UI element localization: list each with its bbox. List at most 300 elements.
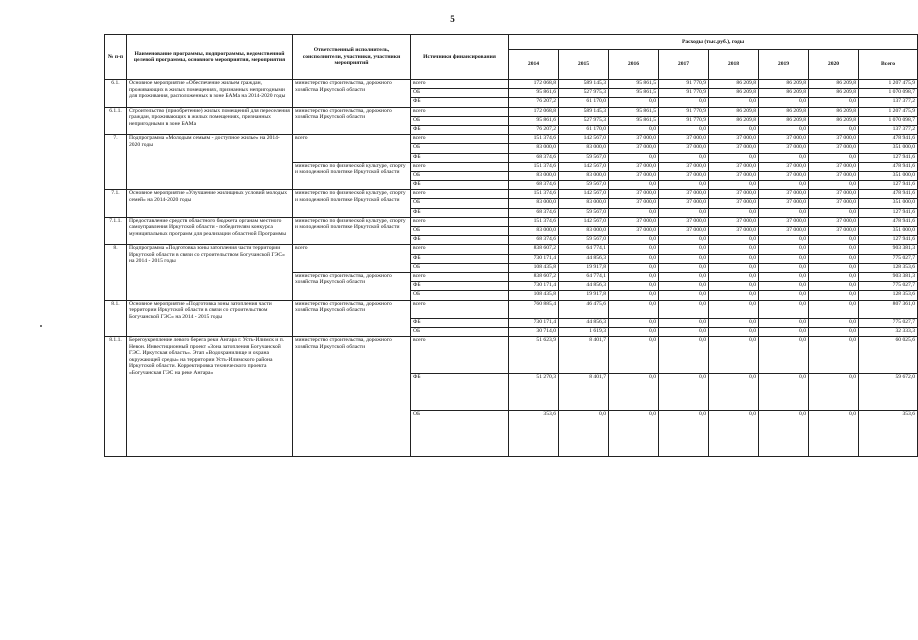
row-year-value: 95 861,5: [609, 107, 659, 116]
row-year-value: 589 145,3: [559, 80, 609, 89]
row-year-value: 0,0: [809, 181, 859, 190]
page-number: 5: [450, 14, 455, 24]
row-funding-source: ФБ: [411, 153, 509, 162]
row-executor: министерство строительства, дорожного хозяйства Иркутской области: [293, 107, 411, 135]
row-year-value: 59 567,0: [559, 236, 609, 245]
row-total-value: 1 070 098,7: [859, 116, 918, 125]
header-number: № п-п: [105, 35, 127, 80]
row-year-value: 0,0: [709, 236, 759, 245]
row-year-value: 0,0: [659, 245, 709, 254]
row-year-value: 0,0: [759, 300, 809, 318]
row-year-value: 95 861,5: [609, 80, 659, 89]
row-year-value: 0,0: [659, 208, 709, 217]
row-year-value: 59 567,0: [559, 181, 609, 190]
row-year-value: 68 374,6: [509, 153, 559, 162]
row-year-value: 46 475,6: [559, 300, 609, 318]
row-year-value: 83 000,0: [559, 144, 609, 153]
table-row: [105, 135, 918, 144]
row-year-value: 83 000,0: [559, 171, 609, 180]
row-year-value: 86 209,8: [759, 89, 809, 98]
row-year-value: 0,0: [809, 208, 859, 217]
row-funding-source: ОБ: [411, 410, 509, 456]
row-year-value: 0,0: [659, 337, 709, 374]
row-year-value: 0,0: [609, 236, 659, 245]
row-year-value: 142 567,0: [559, 162, 609, 171]
row-year-value: 86 209,8: [709, 89, 759, 98]
row-year-value: 0,0: [759, 263, 809, 272]
stray-dot: [40, 325, 42, 327]
row-year-value: 86 209,8: [809, 89, 859, 98]
row-program-name: Основное мероприятие «Улучшение жилищных условий молодых семей» на 2014-2020 годы: [127, 190, 293, 218]
row-code: 6.1.: [105, 80, 127, 108]
row-year-value: 0,0: [609, 245, 659, 254]
row-year-value: 0,0: [709, 263, 759, 272]
row-year-value: 527 975,3: [559, 116, 609, 125]
row-total-value: 59 672,0: [859, 374, 918, 411]
row-year-value: 37 000,0: [709, 162, 759, 171]
row-executor: министерство по физической культуре, спорту и молодежной политике Иркутской области: [293, 162, 411, 190]
row-year-value: 0,0: [659, 125, 709, 134]
row-year-value: 91 770,9: [659, 116, 709, 125]
row-year-value: 1 619,3: [559, 328, 609, 337]
row-year-value: 0,0: [609, 374, 659, 411]
row-year-value: 37 000,0: [709, 135, 759, 144]
row-year-value: 0,0: [659, 318, 709, 327]
row-year-value: 0,0: [609, 318, 659, 327]
row-year-value: 0,0: [759, 318, 809, 327]
row-total-value: 128 353,6: [859, 291, 918, 300]
row-total-value: 127 941,6: [859, 181, 918, 190]
row-funding-source: ФБ: [411, 181, 509, 190]
header-year: 2017: [659, 50, 709, 80]
row-year-value: 0,0: [759, 125, 809, 134]
row-year-value: 37 000,0: [759, 144, 809, 153]
row-year-value: 30 714,0: [509, 328, 559, 337]
row-program-name: Подпрограмма «Молодым семьям - доступное жилье» на 2014-2020 годы: [127, 135, 293, 190]
row-funding-source: всего: [411, 337, 509, 374]
row-funding-source: ОБ: [411, 171, 509, 180]
row-year-value: 37 000,0: [809, 171, 859, 180]
row-year-value: 37 000,0: [809, 199, 859, 208]
row-funding-source: всего: [411, 245, 509, 254]
row-program-name: Подпрограмма «Подготовка зоны затопления части территории Иркутской области в связи со строительством Богучанской ГЭС» на 2014 - 2015 годы: [127, 245, 293, 300]
row-year-value: 86 209,8: [759, 80, 809, 89]
row-year-value: 37 000,0: [759, 171, 809, 180]
row-year-value: 86 209,8: [809, 107, 859, 116]
row-year-value: 151 374,6: [509, 162, 559, 171]
row-funding-source: ОБ: [411, 144, 509, 153]
row-year-value: 0,0: [759, 282, 809, 291]
row-year-value: 68 374,6: [509, 181, 559, 190]
table-row: [105, 80, 918, 89]
row-year-value: 108 435,8: [509, 291, 559, 300]
row-year-value: 37 000,0: [759, 227, 809, 236]
row-year-value: 37 000,0: [609, 190, 659, 199]
row-year-value: 172 068,8: [509, 80, 559, 89]
row-total-value: 1 070 098,7: [859, 89, 918, 98]
row-year-value: 37 000,0: [609, 227, 659, 236]
row-total-value: 478 941,6: [859, 190, 918, 199]
header-year: 2014: [509, 50, 559, 80]
row-year-value: 760 885,4: [509, 300, 559, 318]
row-year-value: 19 917,8: [559, 263, 609, 272]
row-year-value: 0,0: [659, 98, 709, 107]
row-funding-source: ФБ: [411, 98, 509, 107]
row-year-value: 0,0: [809, 245, 859, 254]
row-year-value: 142 567,0: [559, 190, 609, 199]
row-year-value: 86 209,8: [809, 116, 859, 125]
row-total-value: 137 377,2: [859, 125, 918, 134]
row-year-value: 0,0: [809, 282, 859, 291]
row-year-value: 95 861,5: [609, 116, 659, 125]
table-row: [105, 217, 918, 226]
row-year-value: 83 000,0: [509, 171, 559, 180]
row-total-value: 351 000,0: [859, 199, 918, 208]
row-year-value: 730 171,4: [509, 282, 559, 291]
row-year-value: 151 374,6: [509, 135, 559, 144]
row-year-value: 0,0: [709, 125, 759, 134]
row-year-value: 86 209,8: [759, 116, 809, 125]
row-year-value: 95 861,6: [509, 89, 559, 98]
row-year-value: 0,0: [609, 337, 659, 374]
row-total-value: 807 361,0: [859, 300, 918, 318]
row-total-value: 775 027,7: [859, 282, 918, 291]
row-year-value: 0,0: [809, 291, 859, 300]
header-executor: Ответственный исполнитель, соисполнители, участники, участники мероприятий: [293, 35, 411, 80]
row-year-value: 83 000,0: [509, 227, 559, 236]
row-year-value: 86 209,8: [709, 80, 759, 89]
table-row: [105, 107, 918, 116]
row-year-value: 0,0: [809, 374, 859, 411]
row-year-value: 64 774,1: [559, 245, 609, 254]
row-funding-source: всего: [411, 107, 509, 116]
row-year-value: 86 209,8: [759, 107, 809, 116]
row-year-value: 83 000,0: [559, 227, 609, 236]
row-year-value: 37 000,0: [709, 171, 759, 180]
row-year-value: 37 000,0: [709, 199, 759, 208]
row-year-value: 37 000,0: [709, 217, 759, 226]
row-executor: министерство строительства, дорожного хозяйства Иркутской области: [293, 272, 411, 300]
row-funding-source: ОБ: [411, 291, 509, 300]
row-total-value: 128 353,6: [859, 263, 918, 272]
row-funding-source: всего: [411, 217, 509, 226]
row-year-value: 95 861,6: [509, 116, 559, 125]
row-year-value: 0,0: [659, 263, 709, 272]
row-year-value: 0,0: [609, 410, 659, 456]
row-total-value: 1 207 475,9: [859, 107, 918, 116]
row-year-value: 91 770,9: [659, 80, 709, 89]
row-funding-source: ОБ: [411, 263, 509, 272]
row-year-value: 0,0: [659, 300, 709, 318]
row-executor: министерство строительства, дорожного хозяйства Иркутской области: [293, 300, 411, 337]
row-year-value: 51 270,3: [509, 374, 559, 411]
row-year-value: 0,0: [709, 153, 759, 162]
row-year-value: 0,0: [609, 181, 659, 190]
row-funding-source: ОБ: [411, 116, 509, 125]
row-funding-source: ФБ: [411, 236, 509, 245]
row-year-value: 37 000,0: [809, 190, 859, 199]
header-year: 2016: [609, 50, 659, 80]
row-year-value: 37 000,0: [809, 217, 859, 226]
row-year-value: 0,0: [709, 337, 759, 374]
row-year-value: 0,0: [809, 300, 859, 318]
row-total-value: 127 941,6: [859, 153, 918, 162]
row-year-value: 37 000,0: [659, 199, 709, 208]
row-funding-source: всего: [411, 300, 509, 318]
row-funding-source: ФБ: [411, 125, 509, 134]
row-year-value: 0,0: [609, 263, 659, 272]
row-year-value: 0,0: [759, 374, 809, 411]
row-year-value: 0,0: [659, 328, 709, 337]
row-year-value: 19 917,8: [559, 291, 609, 300]
row-code: 8.1.: [105, 300, 127, 337]
row-year-value: 76 207,2: [509, 98, 559, 107]
row-year-value: 37 000,0: [809, 162, 859, 171]
row-year-value: 0,0: [659, 181, 709, 190]
row-year-value: 0,0: [809, 337, 859, 374]
header-year: 2018: [709, 50, 759, 80]
row-year-value: 0,0: [709, 181, 759, 190]
row-program-name: Берегоукрепление левого берега реки Ангара г. Усть-Илимск и п. Невон. Инвестиционный проект «Зона затопления Богучанской ГЭС. Иркутская область». Этап «Водохранилище и охрана окружающей среды» на территории Усть-Илимского района Иркутской области. Корректировка технического проекта «Богучанская ГЭС на реке Ангара»: [127, 337, 293, 457]
table-row: [105, 300, 918, 318]
row-total-value: 775 027,7: [859, 254, 918, 263]
row-total-value: 775 027,7: [859, 318, 918, 327]
budget-table: [104, 34, 918, 457]
row-year-value: 51 623,9: [509, 337, 559, 374]
row-total-value: 351 000,0: [859, 171, 918, 180]
row-funding-source: ФБ: [411, 318, 509, 327]
row-year-value: 37 000,0: [659, 227, 709, 236]
row-year-value: 83 000,0: [509, 199, 559, 208]
header-expenses: Расходы (тыс.руб.), годы: [509, 35, 918, 50]
row-total-value: 903 381,3: [859, 245, 918, 254]
row-total-value: 137 377,2: [859, 98, 918, 107]
row-year-value: 0,0: [709, 208, 759, 217]
row-year-value: 59 567,0: [559, 208, 609, 217]
row-executor: всего: [293, 245, 411, 273]
row-year-value: 37 000,0: [659, 135, 709, 144]
row-year-value: 86 209,8: [809, 80, 859, 89]
row-funding-source: ФБ: [411, 374, 509, 411]
row-executor: министерство строительства, дорожного хозяйства Иркутской области: [293, 80, 411, 108]
row-year-value: 0,0: [659, 153, 709, 162]
row-year-value: 37 000,0: [609, 171, 659, 180]
row-year-value: 838 607,2: [509, 245, 559, 254]
table-body: [105, 80, 918, 457]
row-total-value: 127 941,6: [859, 208, 918, 217]
row-year-value: 68 374,6: [509, 208, 559, 217]
row-year-value: 37 000,0: [609, 144, 659, 153]
row-total-value: 478 941,6: [859, 162, 918, 171]
row-year-value: 172 068,8: [509, 107, 559, 116]
row-total-value: 478 941,6: [859, 217, 918, 226]
row-year-value: 37 000,0: [709, 190, 759, 199]
row-year-value: 37 000,0: [609, 217, 659, 226]
row-year-value: 0,0: [709, 291, 759, 300]
row-year-value: 0,0: [759, 272, 809, 281]
row-total-value: 903 381,3: [859, 272, 918, 281]
row-funding-source: ОБ: [411, 89, 509, 98]
row-year-value: 0,0: [809, 410, 859, 456]
row-year-value: 0,0: [759, 153, 809, 162]
row-year-value: 44 856,3: [559, 254, 609, 263]
row-year-value: 0,0: [759, 181, 809, 190]
row-year-value: 0,0: [759, 410, 809, 456]
row-executor: министерство строительства, дорожного хозяйства Иркутской области: [293, 337, 411, 457]
row-year-value: 0,0: [709, 254, 759, 263]
row-year-value: 95 861,5: [609, 89, 659, 98]
table-row: [105, 190, 918, 199]
row-year-value: 37 000,0: [759, 135, 809, 144]
row-year-value: 83 000,0: [509, 144, 559, 153]
row-executor: министерство по физической культуре, спорту и молодежной политике Иркутской области: [293, 190, 411, 218]
row-executor: министерство по физической культуре, спорту и молодежной политике Иркутской области: [293, 217, 411, 245]
row-year-value: 37 000,0: [759, 162, 809, 171]
row-program-name: Предоставление средств областного бюджета органам местного самоуправления Иркутской области - победителям конкурса муниципальных программ для реализации областной Программы: [127, 217, 293, 245]
row-year-value: 0,0: [759, 337, 809, 374]
row-year-value: 0,0: [759, 208, 809, 217]
row-year-value: 37 000,0: [809, 135, 859, 144]
header-total: Всего: [859, 50, 918, 80]
row-year-value: 0,0: [809, 236, 859, 245]
row-funding-source: всего: [411, 190, 509, 199]
row-year-value: 0,0: [659, 254, 709, 263]
row-year-value: 0,0: [759, 245, 809, 254]
row-year-value: 37 000,0: [609, 199, 659, 208]
row-year-value: 0,0: [609, 282, 659, 291]
row-total-value: 1 207 475,9: [859, 80, 918, 89]
row-year-value: 37 000,0: [759, 199, 809, 208]
row-year-value: 353,6: [509, 410, 559, 456]
row-total-value: 351 000,0: [859, 227, 918, 236]
header-year: 2015: [559, 50, 609, 80]
row-funding-source: всего: [411, 80, 509, 89]
row-year-value: 0,0: [609, 208, 659, 217]
row-executor: всего: [293, 135, 411, 163]
row-year-value: 0,0: [809, 153, 859, 162]
row-year-value: 0,0: [659, 282, 709, 291]
row-year-value: 0,0: [609, 98, 659, 107]
row-year-value: 0,0: [809, 263, 859, 272]
table-row: [105, 337, 918, 374]
row-year-value: 0,0: [609, 125, 659, 134]
row-year-value: 0,0: [809, 318, 859, 327]
row-year-value: 142 567,0: [559, 135, 609, 144]
row-year-value: 44 856,3: [559, 318, 609, 327]
row-total-value: 60 025,6: [859, 337, 918, 374]
row-year-value: 0,0: [809, 328, 859, 337]
row-year-value: 83 000,0: [559, 199, 609, 208]
row-year-value: 37 000,0: [609, 135, 659, 144]
row-year-value: 37 000,0: [759, 190, 809, 199]
row-year-value: 8 401,7: [559, 374, 609, 411]
row-year-value: 91 770,9: [659, 89, 709, 98]
row-year-value: 37 000,0: [659, 217, 709, 226]
row-year-value: 76 207,2: [509, 125, 559, 134]
row-year-value: 0,0: [809, 254, 859, 263]
row-year-value: 37 000,0: [659, 144, 709, 153]
row-year-value: 108 435,8: [509, 263, 559, 272]
row-year-value: 0,0: [609, 328, 659, 337]
row-year-value: 0,0: [759, 254, 809, 263]
row-year-value: 589 145,3: [559, 107, 609, 116]
header-year: 2020: [809, 50, 859, 80]
row-year-value: 37 000,0: [759, 217, 809, 226]
row-year-value: 0,0: [609, 300, 659, 318]
row-year-value: 0,0: [759, 98, 809, 107]
row-program-name: Основное мероприятие «Подготовка зоны затопления части территории Иркутской области в связи со строительством Богучанской ГЭС» на 2014 - 2015 годы: [127, 300, 293, 337]
row-code: 7.: [105, 135, 127, 190]
row-program-name: Строительство (приобретение) жилых помещений для переселения граждан, проживающих в жилых помещениях, признанных непригодными в зоне БАМа: [127, 107, 293, 135]
row-year-value: 0,0: [809, 272, 859, 281]
row-year-value: 0,0: [709, 282, 759, 291]
row-year-value: 37 000,0: [809, 144, 859, 153]
row-year-value: 8 401,7: [559, 337, 609, 374]
row-funding-source: всего: [411, 162, 509, 171]
row-year-value: 0,0: [709, 272, 759, 281]
row-year-value: 0,0: [809, 125, 859, 134]
row-year-value: 37 000,0: [659, 171, 709, 180]
row-year-value: 0,0: [709, 328, 759, 337]
row-year-value: 0,0: [759, 328, 809, 337]
row-year-value: 142 567,0: [559, 217, 609, 226]
row-year-value: 838 607,2: [509, 272, 559, 281]
row-year-value: 0,0: [709, 300, 759, 318]
row-total-value: 478 941,6: [859, 135, 918, 144]
row-year-value: 0,0: [759, 291, 809, 300]
row-year-value: 37 000,0: [659, 190, 709, 199]
row-funding-source: всего: [411, 135, 509, 144]
row-year-value: 91 770,9: [659, 107, 709, 116]
header-funding-source: Источники финансирования: [411, 35, 509, 80]
row-code: 8.: [105, 245, 127, 300]
table-row: [105, 245, 918, 254]
row-funding-source: ФБ: [411, 208, 509, 217]
row-year-value: 86 209,8: [709, 107, 759, 116]
row-year-value: 0,0: [659, 410, 709, 456]
row-year-value: 151 374,6: [509, 190, 559, 199]
row-year-value: 527 975,3: [559, 89, 609, 98]
row-year-value: 0,0: [709, 318, 759, 327]
row-year-value: 0,0: [659, 272, 709, 281]
row-year-value: 730 171,4: [509, 254, 559, 263]
row-year-value: 59 567,0: [559, 153, 609, 162]
row-year-value: 0,0: [609, 254, 659, 263]
row-code: 7.1.1.: [105, 217, 127, 245]
row-year-value: 0,0: [759, 236, 809, 245]
row-funding-source: всего: [411, 272, 509, 281]
row-program-name: Основное мероприятие «Обеспечение жильем граждан, проживающих в жилых помещениях, признанных непригодными для проживания, расположенных в зоне БАМа на 2014-2020 годы: [127, 80, 293, 108]
row-year-value: 0,0: [709, 410, 759, 456]
row-year-value: 37 000,0: [709, 227, 759, 236]
row-funding-source: ОБ: [411, 328, 509, 337]
row-year-value: 64 774,1: [559, 272, 609, 281]
row-year-value: 0,0: [659, 236, 709, 245]
row-year-value: 37 000,0: [609, 162, 659, 171]
row-funding-source: ФБ: [411, 282, 509, 291]
row-year-value: 37 000,0: [809, 227, 859, 236]
row-year-value: 0,0: [709, 98, 759, 107]
row-year-value: 61 170,0: [559, 125, 609, 134]
row-year-value: 0,0: [609, 272, 659, 281]
row-year-value: 0,0: [659, 291, 709, 300]
row-funding-source: ОБ: [411, 227, 509, 236]
row-total-value: 351 000,0: [859, 144, 918, 153]
header-year: 2019: [759, 50, 809, 80]
row-year-value: 61 170,0: [559, 98, 609, 107]
row-year-value: 37 000,0: [709, 144, 759, 153]
row-year-value: 0,0: [559, 410, 609, 456]
